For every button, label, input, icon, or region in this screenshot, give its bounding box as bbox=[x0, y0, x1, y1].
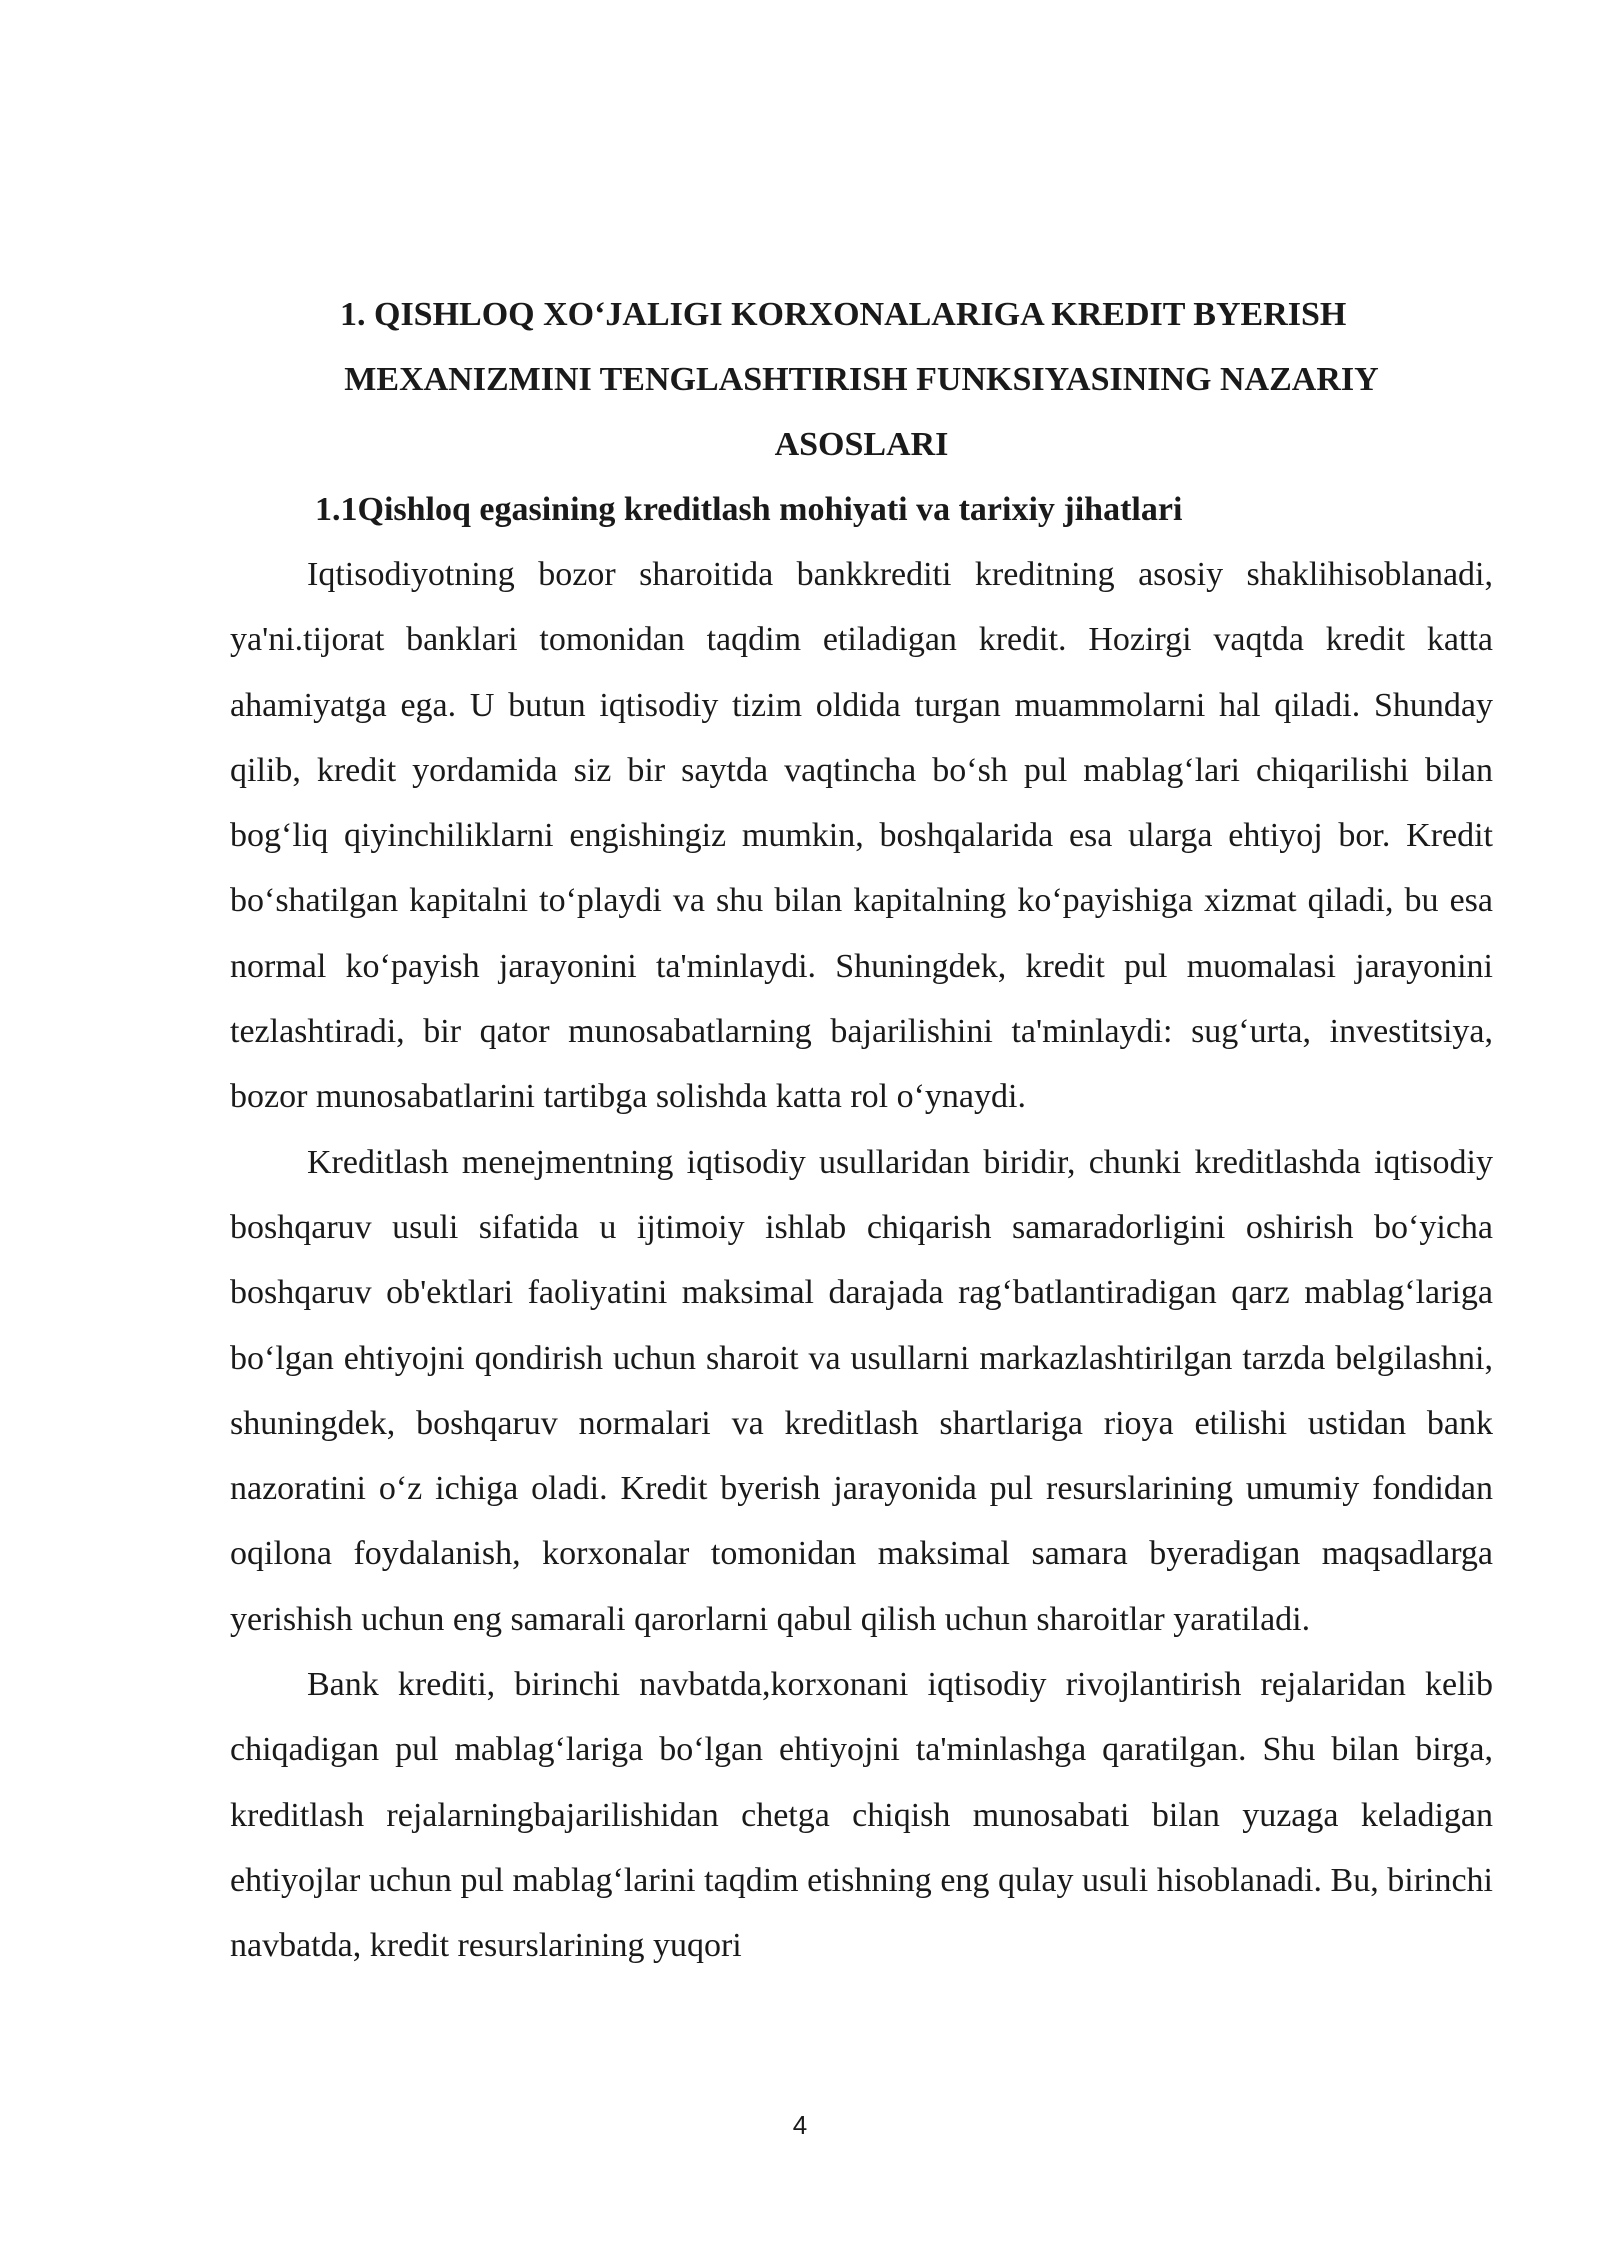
chapter-title bbox=[230, 282, 1493, 477]
page-number: 4 bbox=[792, 2110, 808, 2140]
page-content bbox=[230, 282, 1493, 1979]
chapter-title-line-2: MEXANIZMINI TENGLASHTIRISH FUNKSIYASINING NAZARIY bbox=[344, 361, 1379, 398]
body-paragraph-1: Iqtisodiyotning bozor sharoitida bankkrediti kreditning asosiy shaklihisoblanadi, ya'ni.tijorat banklari tomonidan taqdim etiladigan kredit. Hozirgi vaqtda kredit katta ahamiyatga ega. U butun iqtisodiy tizim oldida turgan muammolarni hal qiladi. Shunday qilib, kredit yordamida siz bir saytda vaqtincha bo‘sh pul mablag‘lari chiqarilishi bilan bog‘liq qiyinchiliklarni engishingiz mumkin, boshqalarida esa ularga ehtiyoj bor. Kredit bo‘shatilgan kapitalni to‘playdi va shu bilan kapitalning ko‘payishiga xizmat qiladi, bu esa normal ko‘payish jarayonini ta'minlaydi. Shuningdek, kredit pul muomalasi jarayonini tezlashtiradi, bir qator munosabatlarning bajarilishini ta'minlaydi: sug‘urta, investitsiya, bozor munosabatlarini tartibga solishda katta rol o‘ynaydi. bbox=[230, 556, 1493, 1116]
chapter-title-line-1: 1. QISHLOQ XO‘JALIGI KORXONALARIGA KREDIT BYERISH bbox=[340, 296, 1347, 333]
section-title: 1.1Qishloq egasining kreditlash mohiyati va tarixiy jihatlari bbox=[315, 491, 1183, 528]
body-paragraph-3: Bank krediti, birinchi navbatda,korxonani iqtisodiy rivojlantirish rejalaridan kelib chiqadigan pul mablag‘lariga bo‘lgan ehtiyojni ta'minlashga qaratilgan. Shu bilan birga, kreditlash rejalarningbajarilishidan chetga chiqish munosabati bilan yuzaga keladigan ehtiyojlar uchun pul mablag‘larini taqdim etishning eng qulay usuli hisoblanadi. Bu, birinchi navbatda, kredit resurslarining yuqori bbox=[230, 1666, 1493, 1965]
chapter-title-line-3: ASOSLARI bbox=[774, 426, 949, 463]
body-paragraph-2: Kreditlash menejmentning iqtisodiy usullaridan biridir, chunki kreditlashda iqtisodiy boshqaruv usuli sifatida u ijtimoiy ishlab chiqarish samaradorligini oshirish bo‘yicha boshqaruv ob'ektlari faoliyatini maksimal darajada rag‘batlantiradigan qarz mablag‘lariga bo‘lgan ehtiyojni qondirish uchun sharoit va usullarni markazlashtirilgan tarzda belgilashni, shuningdek, boshqaruv normalari va kreditlash shartlariga rioya etilishi ustidan bank nazoratini o‘z ichiga oladi. Kredit byerish jarayonida pul resurslarining umumiy fondidan oqilona foydalanish, korxonalar tomonidan maksimal samara byeradigan maqsadlarga yerishish uchun eng samarali qarorlarni qabul qilish uchun sharoitlar yaratiladi. bbox=[230, 1143, 1493, 1638]
